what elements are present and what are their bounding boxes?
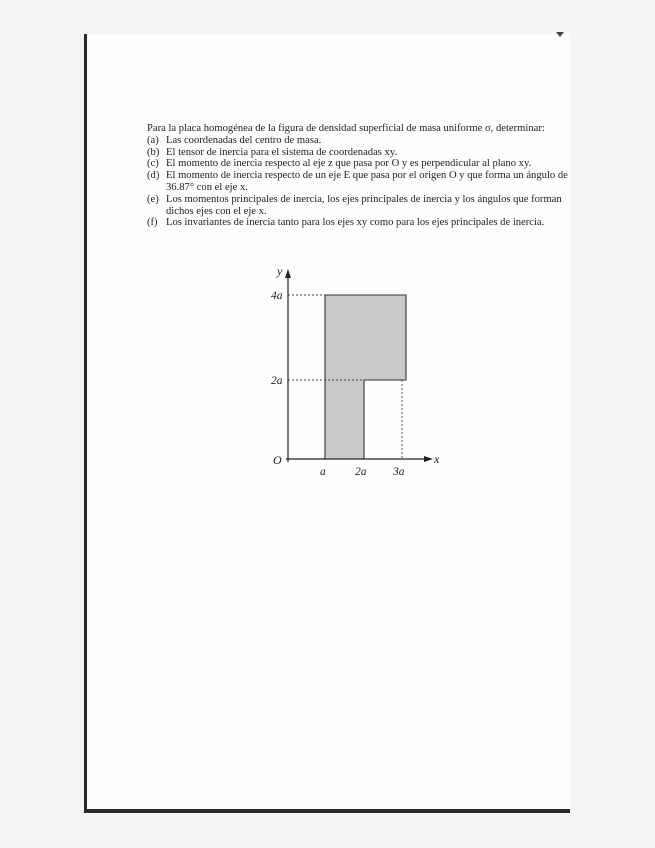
- item-label: (e): [147, 193, 159, 205]
- y-axis-arrow-icon: [285, 269, 291, 278]
- tick-label-3a: 3a: [393, 466, 405, 478]
- item-label: (b): [147, 146, 160, 158]
- item-label: (c): [147, 158, 159, 170]
- tick-label-2a-y: 2a: [271, 375, 283, 387]
- problem-item-d-continuation: 36.87° con el eje x.: [166, 181, 248, 193]
- item-label: (a): [147, 134, 159, 146]
- tick-label-a: a: [320, 466, 326, 478]
- x-axis-label: x: [434, 452, 440, 466]
- item-text: Los invariantes de inercia tanto para los ejes xy como para los ejes principales de inercia.: [166, 217, 545, 229]
- origin-label: O: [273, 453, 282, 467]
- tick-label-4a: 4a: [271, 290, 283, 302]
- item-label: (d): [147, 170, 160, 182]
- item-text: El tensor de inercia para el sistema de coordenadas xy.: [166, 146, 398, 158]
- item-text: El momento de inercia respecto de un eje E que pasa por el origen O y que forma un ángulo de: [166, 170, 568, 182]
- item-text: El momento de inercia respecto al eje z que pasa por O y es perpendicular al plano xy.: [166, 158, 532, 170]
- tick-label-2a-x: 2a: [355, 466, 367, 478]
- x-axis-arrow-icon: [424, 456, 433, 462]
- item-text: Los momentos principales de inercia, los ejes principales de inercia y los ángulos que forman: [166, 193, 562, 205]
- item-text: Las coordenadas del centro de masa.: [166, 134, 322, 146]
- problem-intro: Para la placa homogénea de la figura de densidad superficial de masa uniforme σ, determinar:: [147, 123, 545, 134]
- homogeneous-plate: [325, 295, 406, 459]
- problem-item-e-continuation: dichos ejes con el eje x.: [166, 205, 267, 217]
- y-axis-label: y: [277, 264, 283, 278]
- item-label: (f): [147, 217, 158, 229]
